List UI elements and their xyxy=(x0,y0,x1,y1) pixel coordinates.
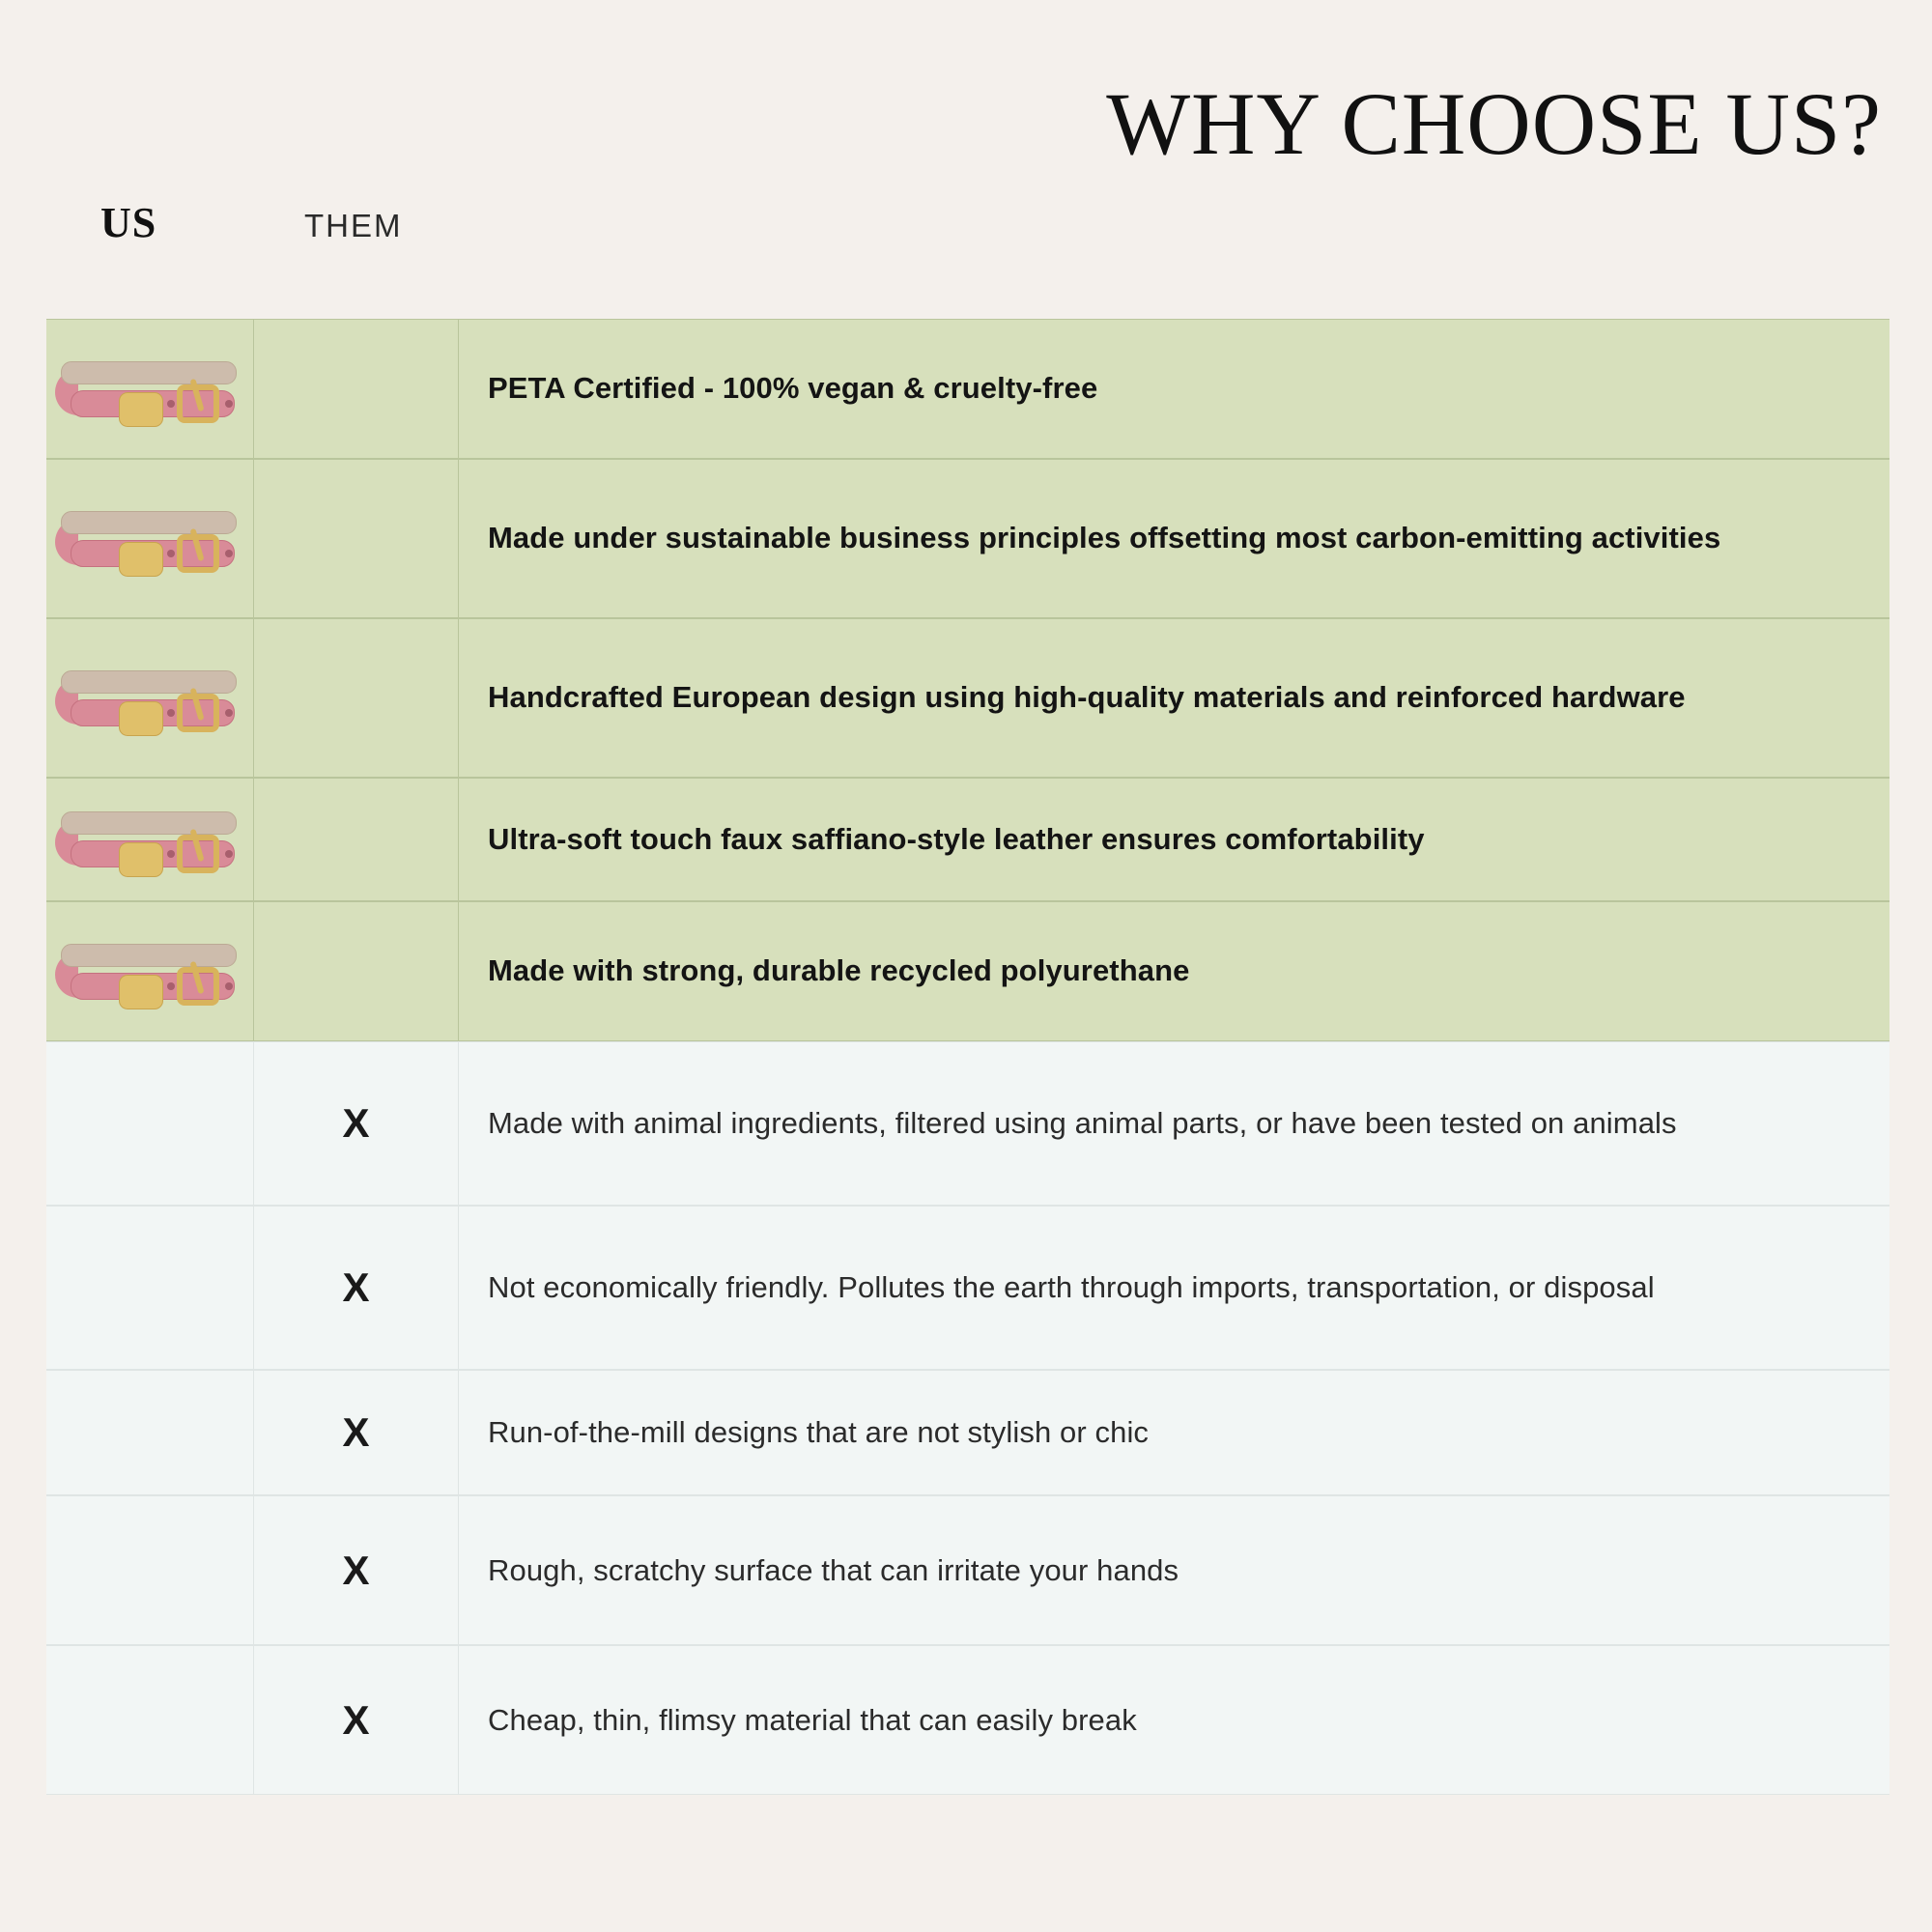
cell-us xyxy=(46,779,254,900)
dog-collar-icon xyxy=(53,919,246,1025)
column-header-us: US xyxy=(100,199,157,246)
dog-collar-icon xyxy=(53,645,246,752)
row-text: Handcrafted European design using high-quality materials and reinforced hardware xyxy=(488,680,1686,715)
row-text: Not economically friendly. Pollutes the earth through imports, transportation, or disposal xyxy=(488,1270,1655,1305)
comparison-table xyxy=(46,319,1889,1795)
row-text: Run-of-the-mill designs that are not stylish or chic xyxy=(488,1415,1150,1450)
row-text: Rough, scratchy surface that can irritate your hands xyxy=(488,1552,1179,1587)
dog-collar-icon xyxy=(53,786,246,893)
row-text: Made with animal ingredients, filtered using animal parts, or have been tested on animals xyxy=(488,1106,1677,1141)
cell-them xyxy=(254,320,459,458)
cell-us xyxy=(46,1646,254,1794)
table-row xyxy=(46,1370,1889,1495)
cell-them-mark: X xyxy=(254,1496,459,1644)
cell-them xyxy=(254,460,459,617)
table-row xyxy=(46,1206,1889,1370)
row-text: Ultra-soft touch faux saffiano-style leather ensures comfortability xyxy=(488,821,1425,856)
row-text: Made under sustainable business principles offsetting most carbon-emitting activities xyxy=(488,521,1721,555)
table-row xyxy=(46,319,1889,459)
table-row xyxy=(46,459,1889,618)
cell-us xyxy=(46,320,254,458)
cell-us xyxy=(46,1371,254,1494)
page-title: WHY CHOOSE US? xyxy=(1106,74,1882,173)
cell-us xyxy=(46,902,254,1040)
cell-us xyxy=(46,1496,254,1644)
cell-them-mark: X xyxy=(254,1646,459,1794)
cell-them xyxy=(254,619,459,777)
cell-them-mark: X xyxy=(254,1207,459,1369)
cell-them xyxy=(254,779,459,900)
cell-us xyxy=(46,1207,254,1369)
table-row xyxy=(46,1645,1889,1795)
row-text: Made with strong, durable recycled polyurethane xyxy=(488,953,1190,988)
cell-them xyxy=(254,902,459,1040)
table-row xyxy=(46,1041,1889,1206)
cell-us xyxy=(46,619,254,777)
dog-collar-icon xyxy=(53,486,246,592)
cell-us xyxy=(46,460,254,617)
table-row xyxy=(46,1495,1889,1645)
cell-them-mark: X xyxy=(254,1371,459,1494)
table-row xyxy=(46,778,1889,901)
table-row xyxy=(46,618,1889,778)
table-row xyxy=(46,901,1889,1041)
dog-collar-icon xyxy=(53,336,246,442)
column-header-them: THEM xyxy=(304,208,403,243)
cell-us xyxy=(46,1042,254,1205)
row-text: PETA Certified - 100% vegan & cruelty-free xyxy=(488,371,1098,406)
cell-them-mark: X xyxy=(254,1042,459,1205)
row-text: Cheap, thin, flimsy material that can easily break xyxy=(488,1702,1137,1737)
